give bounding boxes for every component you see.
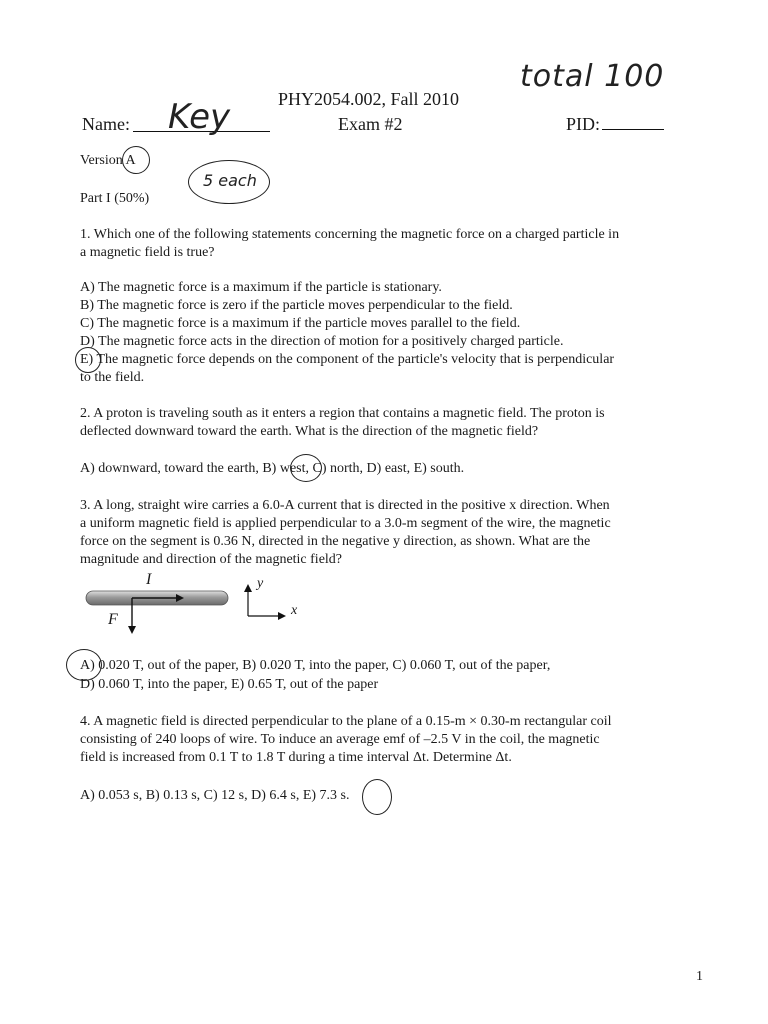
name-handwritten: Key <box>168 97 231 137</box>
q1-choice-d: D) The magnetic force acts in the direction of motion for a positively charged particle. <box>80 334 564 349</box>
version-label: Version <box>80 153 123 168</box>
total-handwritten: total 100 <box>520 59 665 94</box>
label-y: y <box>257 576 264 591</box>
pid-label: PID: <box>566 114 601 134</box>
q1-stem-line1: 1. Which one of the following statements concerning the magnetic force on a charged particle in <box>80 227 620 242</box>
q2-choices: A) downward, toward the earth, B) west, C) north, D) east, E) south. <box>80 461 465 476</box>
q3-stem-line3: force on the segment is 0.36 N, directed in the negative y direction, as shown. What are the <box>80 534 591 549</box>
q4-stem-line2: consisting of 240 loops of wire. To induce an average emf of –2.5 V in the coil, the magnetic <box>80 732 600 747</box>
exam-title: Exam #2 <box>338 114 403 134</box>
points-handwritten: 5 each <box>203 171 257 190</box>
q4-answer-circle-mark <box>362 779 392 815</box>
q1-choice-e-line1: E) The magnetic force depends on the component of the particle's velocity that is perpendicular <box>80 352 615 367</box>
q2-stem-line2: deflected downward toward the earth. What is the direction of the magnetic field? <box>80 424 539 439</box>
x-axis-arrowhead <box>278 612 286 620</box>
q4-stem-line1: 4. A magnetic field is directed perpendicular to the plane of a 0.15-m × 0.30-m rectangular coil <box>80 714 612 729</box>
q1-choice-a: A) The magnetic force is a maximum if the particle is stationary. <box>80 280 442 295</box>
version-value: A <box>125 153 136 168</box>
q1-choice-c: C) The magnetic force is a maximum if the particle moves parallel to the field. <box>80 316 521 331</box>
part-label: Part I (50%) <box>80 191 150 206</box>
q4-choices: A) 0.053 s, B) 0.13 s, C) 12 s, D) 6.4 s, E) 7.3 s. <box>80 788 350 803</box>
q3-choices-line2: D) 0.060 T, into the paper, E) 0.65 T, out of the paper <box>80 677 379 692</box>
label-F: F <box>108 611 118 628</box>
q4-stem-line3: field is increased from 0.1 T to 1.8 T during a time interval Δt. Determine Δt. <box>80 750 512 765</box>
q3-stem-line4: magnitude and direction of the magnetic field? <box>80 552 343 567</box>
q1-choice-b: B) The magnetic force is zero if the particle moves perpendicular to the field. <box>80 298 513 313</box>
q2-stem-line1: 2. A proton is traveling south as it enters a region that contains a magnetic field. The proton is <box>80 406 605 421</box>
name-label: Name: <box>82 114 130 134</box>
q3-stem-line2: a uniform magnetic field is applied perpendicular to a 3.0-m segment of the wire, the magnetic <box>80 516 611 531</box>
page-number: 1 <box>696 969 703 984</box>
course-title: PHY2054.002, Fall 2010 <box>278 89 460 109</box>
force-arrowhead <box>128 626 136 634</box>
q3-stem-line1: 3. A long, straight wire carries a 6.0-A current that is directed in the positive x direction. When <box>80 498 610 513</box>
y-axis-arrowhead <box>244 584 252 592</box>
q3-choices-line1: A) 0.020 T, out of the paper, B) 0.020 T, into the paper, C) 0.060 T, out of the paper, <box>80 658 551 673</box>
q3-answer-circle-mark <box>66 649 102 681</box>
label-x: x <box>291 603 298 618</box>
q1-stem-line2: a magnetic field is true? <box>80 245 215 260</box>
label-I: I <box>146 571 152 588</box>
q1-choice-e-line2: to the field. <box>80 370 145 385</box>
